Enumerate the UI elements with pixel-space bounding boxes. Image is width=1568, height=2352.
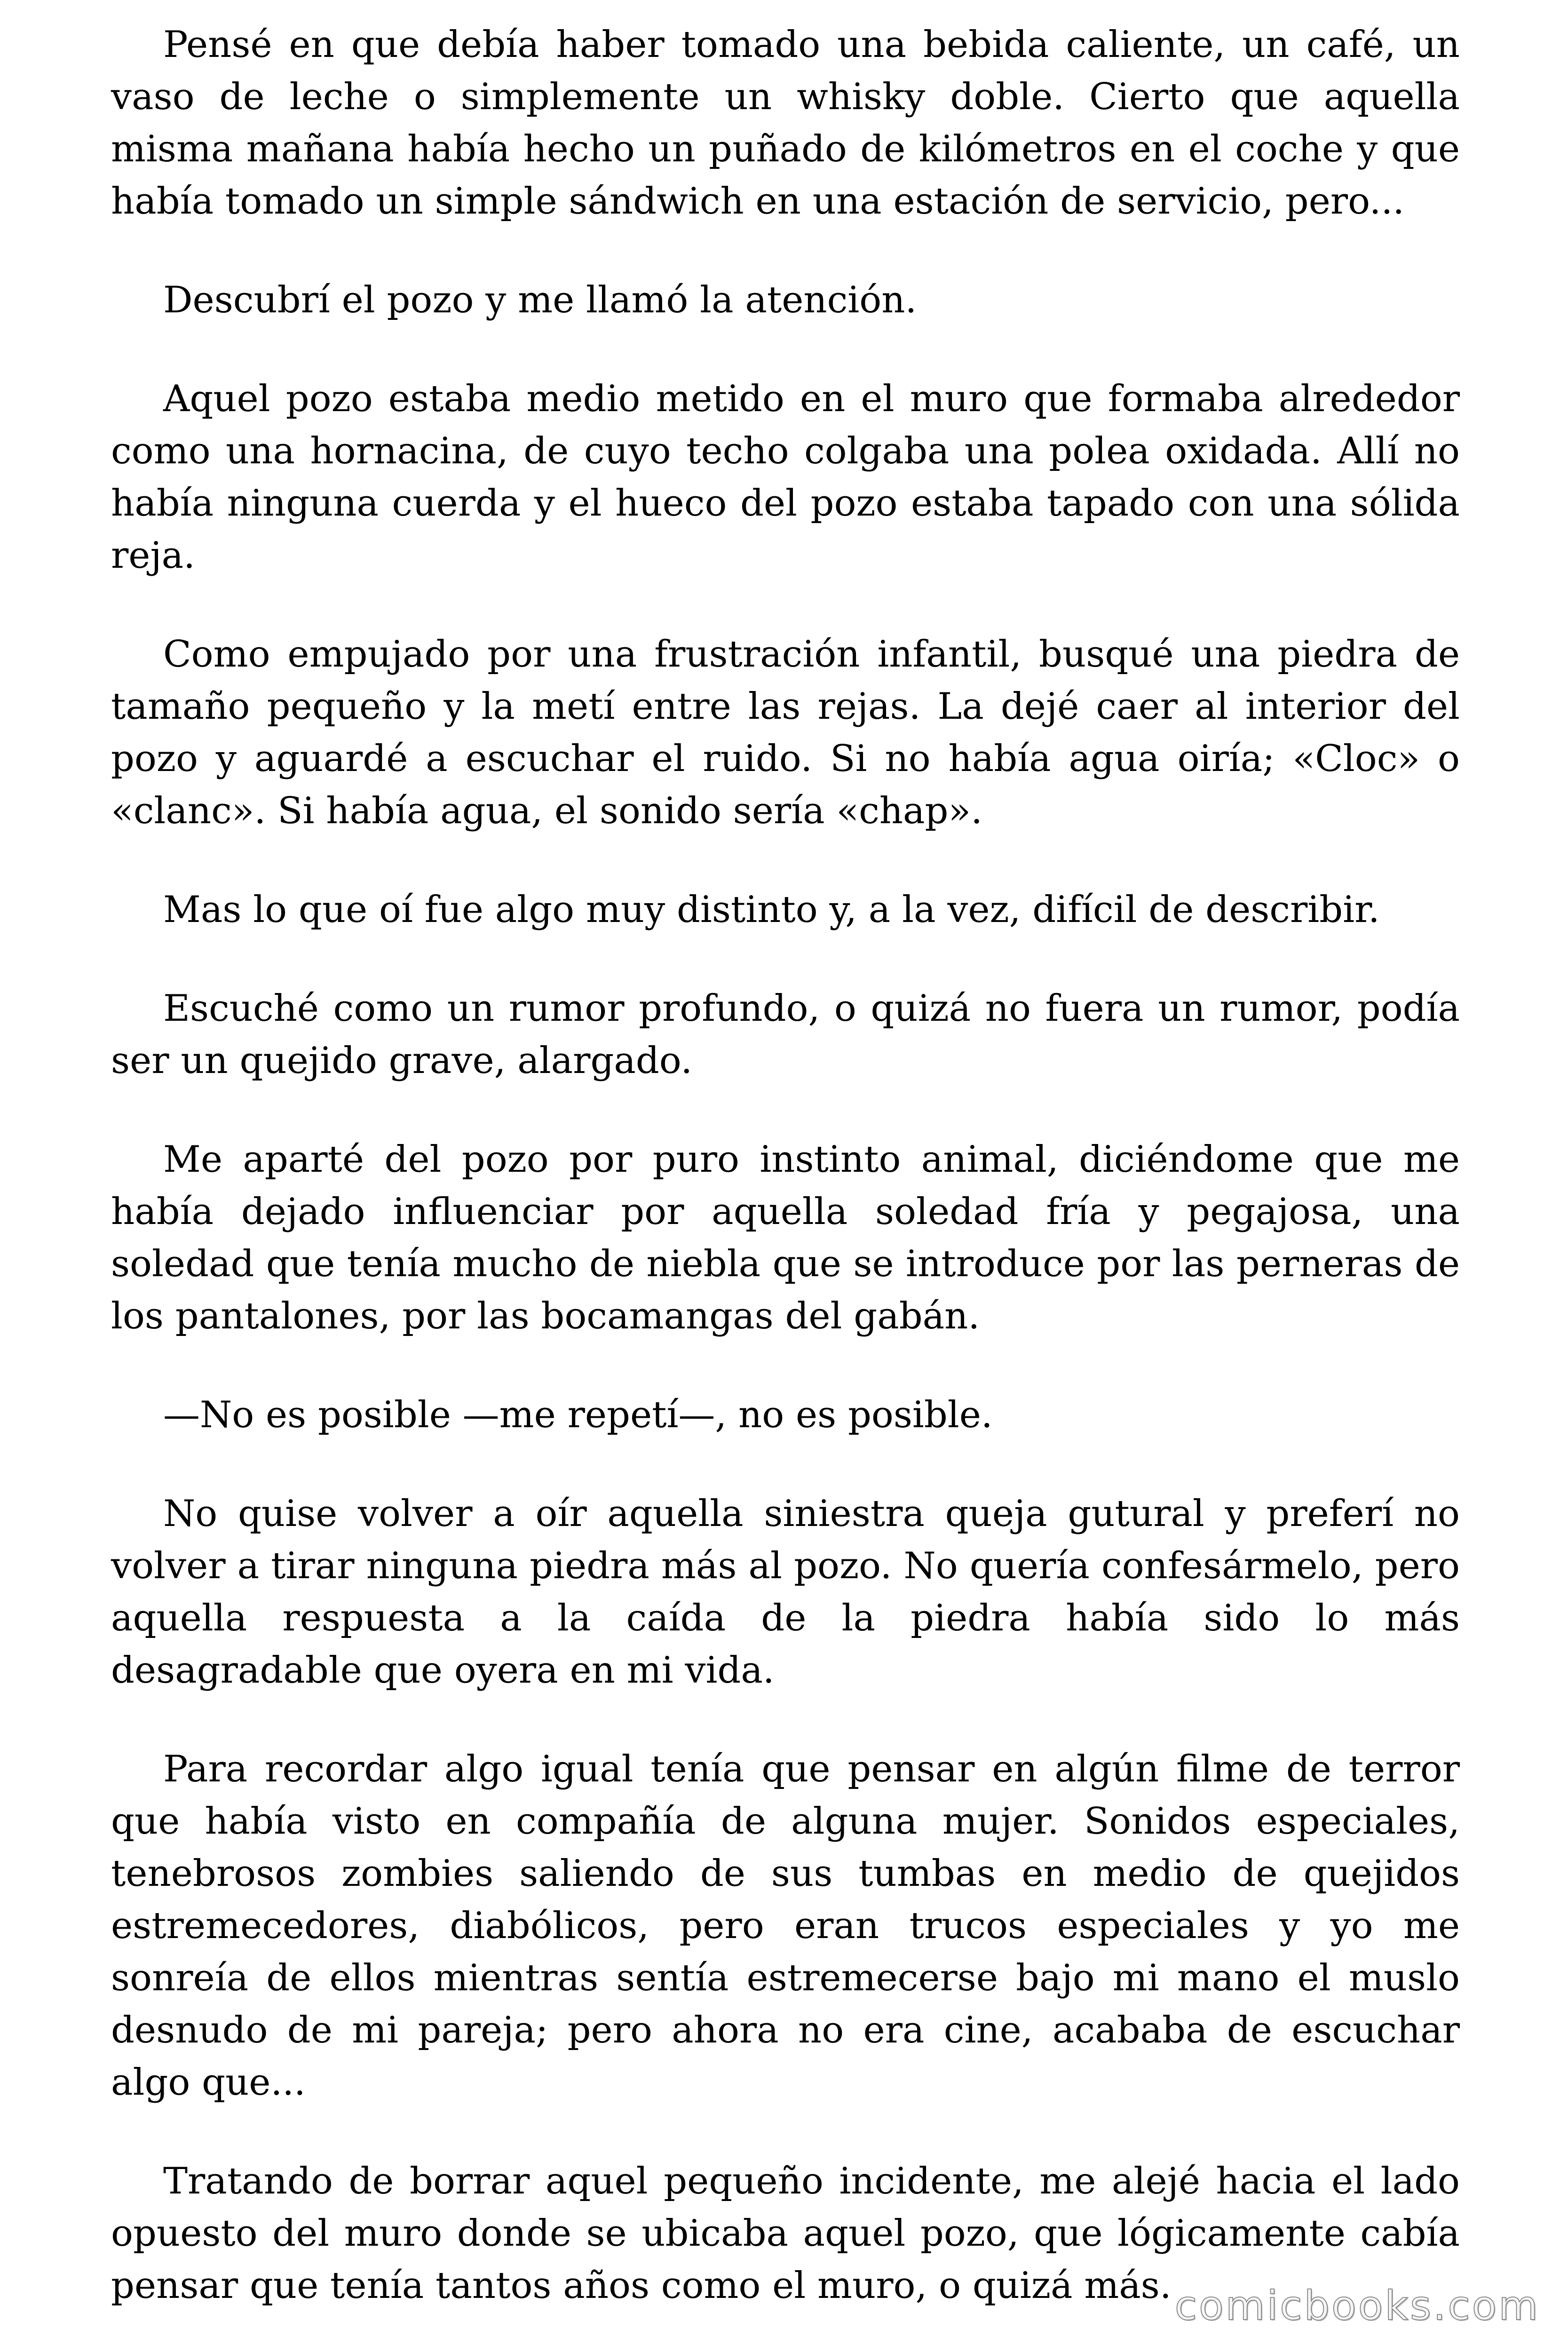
paragraph-10: Para recordar algo igual tenía que pensar en algún filme de terror que había visto en compañía de alguna mujer. Sonidos especiales, tenebrosos zombies saliendo de sus tumbas en medio de quejidos estremecedores, diabólicos, pero eran trucos especiales y yo me sonreía de ellos mientras sentía estremecerse bajo mi mano el muslo desnudo de mi pareja; pero ahora no era cine, acababa de escuchar algo que... bbox=[111, 1748, 1460, 2104]
paragraph-4: Como empujado por una frustración infantil, busqué una piedra de tamaño pequeño y la metí entre las rejas. La dejé caer al interior del pozo y aguardé a escuchar el ruido. Si no había agua oiría; «Cloc» o «clanc». Si había agua, el sonido sería «chap». bbox=[111, 633, 1460, 832]
paragraph-7: Me aparté del pozo por puro instinto animal, diciéndome que me había dejado influenciar por aquella soledad fría y pegajosa, una soledad que tenía mucho de niebla que se introduce por las perneras de los pantalones, por las bocamangas del gabán. bbox=[111, 1138, 1460, 1337]
paragraph-5: Mas lo que oí fue algo muy distinto y, a la vez, difícil de describir. bbox=[163, 889, 1380, 931]
body-text bbox=[111, 19, 1460, 2312]
paragraph-6: Escuché como un rumor profundo, o quizá no fuera un rumor, podía ser un quejido grave, alargado. bbox=[111, 987, 1460, 1082]
paragraph-9: No quise volver a oír aquella siniestra queja gutural y preferí no volver a tirar ninguna piedra más al pozo. No quería confesármelo, pero aquella respuesta a la caída de la piedra había sido lo más desagradable que oyera en mi vida. bbox=[111, 1493, 1460, 1692]
paragraph-3: Aquel pozo estaba medio metido en el muro que formaba alrededor como una hornacina, de cuyo techo colgaba una polea oxidada. Allí no había ninguna cuerda y el hueco del pozo estaba tapado con una sólida reja. bbox=[111, 378, 1460, 577]
paragraph-2: Descubrí el pozo y me llamó la atención. bbox=[163, 279, 917, 321]
paragraph-8: —No es posible —me repetí—, no es posible. bbox=[163, 1394, 993, 1436]
paragraph-1: Pensé en que debía haber tomado una bebida caliente, un café, un vaso de leche o simplemente un whisky doble. Cierto que aquella misma mañana había hecho un puñado de kilómetros en el coche y que había tomado un simple sándwich en una estación de servicio, pero... bbox=[111, 24, 1460, 222]
paragraph-11: Tratando de borrar aquel pequeño incidente, me alejé hacia el lado opuesto del muro donde se ubicaba aquel pozo, que lógicamente cabía pensar que tenía tantos años como el muro, o quizá más. bbox=[111, 2160, 1460, 2307]
watermark: comicbooks.com bbox=[1174, 2282, 1540, 2329]
